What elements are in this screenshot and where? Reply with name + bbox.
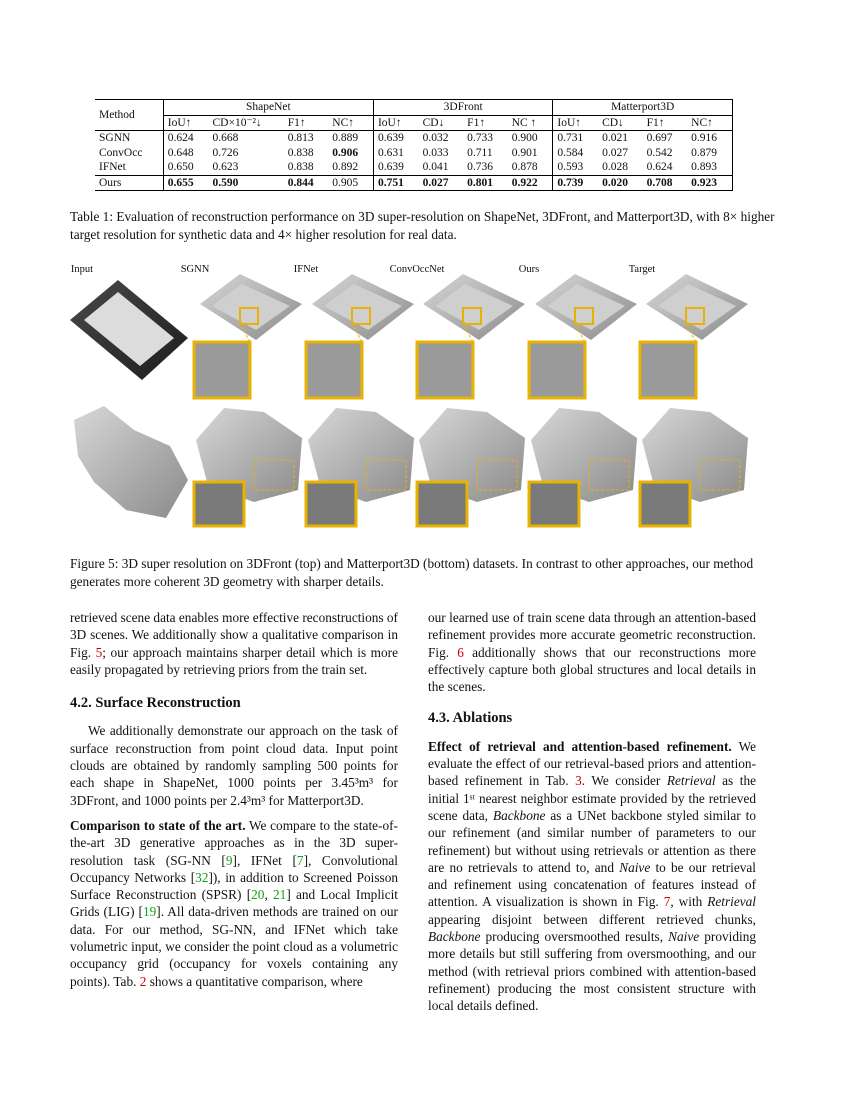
table-cell: 0.624 bbox=[646, 161, 673, 173]
table-cell: 0.889 bbox=[328, 131, 373, 146]
table-cell: 0.711 bbox=[467, 146, 493, 159]
figure-column-label: Ours bbox=[518, 264, 540, 275]
figure-column-label: SGNN bbox=[180, 264, 210, 275]
table-cell: 0.027 bbox=[419, 175, 464, 191]
left-paragraph-1: retrieved scene data enables more effective reconstructions of 3D scenes. We additionally show a qualitative comparison in Fig. 5; our approach maintains sharper detail which is more easily propagated by retrieving priors from the train set. bbox=[70, 610, 399, 677]
zoom-detail bbox=[417, 482, 467, 526]
table-cell: 0.900 bbox=[508, 131, 553, 146]
table-cell: 0.708 bbox=[643, 175, 688, 191]
table-cell: 0.697 bbox=[643, 131, 688, 146]
row-method-name: SGNN bbox=[95, 131, 163, 146]
table-cell: 0.542 bbox=[646, 146, 673, 159]
figure-column-label: Input bbox=[70, 264, 94, 275]
table-cell: 0.733 bbox=[463, 131, 508, 146]
table-cell: 0.639 bbox=[373, 131, 418, 146]
table-row bbox=[95, 131, 733, 146]
table-row bbox=[95, 175, 733, 191]
input-scene-render bbox=[74, 406, 188, 518]
section-heading-4-3: 4.3. Ablations bbox=[428, 710, 513, 727]
table-cell: 0.838 bbox=[287, 161, 314, 173]
fig-ref[interactable]: 6 bbox=[457, 644, 464, 660]
zoom-detail bbox=[529, 482, 579, 526]
fig-ref[interactable]: 5 bbox=[95, 644, 103, 660]
cite-ref[interactable]: 32 bbox=[195, 869, 209, 885]
group-matterport: Matterport3D bbox=[553, 100, 733, 116]
table-cell: 0.893 bbox=[687, 160, 732, 175]
cite-ref[interactable]: 20 bbox=[251, 887, 265, 903]
metric-header: CD↓ bbox=[598, 115, 643, 131]
table-cell: 0.922 bbox=[508, 175, 553, 191]
table-cell: 0.021 bbox=[598, 131, 643, 146]
table-cell: 0.650 bbox=[163, 160, 208, 175]
group-3dfront: 3DFront bbox=[373, 100, 552, 116]
row-method-name: ConvOcc bbox=[99, 146, 143, 159]
cite-ref[interactable]: 21 bbox=[273, 887, 287, 903]
table-cell: 0.027 bbox=[602, 146, 628, 159]
metric-header: IoU↑ bbox=[553, 115, 598, 131]
table-cell: 0.033 bbox=[422, 146, 449, 159]
table-cell: 0.739 bbox=[553, 175, 598, 191]
table-cell: 0.751 bbox=[373, 175, 418, 191]
zoom-detail bbox=[640, 482, 690, 526]
metric-header: IoU↑ bbox=[373, 115, 418, 131]
metric-header: NC↑ bbox=[328, 115, 373, 131]
cite-ref[interactable]: 9 bbox=[225, 852, 233, 868]
results-table bbox=[95, 99, 733, 191]
metric-header: CD×10⁻²↓ bbox=[208, 115, 283, 131]
table-cell: 0.593 bbox=[553, 160, 598, 175]
table-cell: 0.916 bbox=[687, 131, 732, 146]
table-cell: 0.655 bbox=[163, 175, 208, 191]
zoom-detail bbox=[306, 482, 356, 526]
zoom-detail bbox=[640, 342, 696, 398]
table-cell: 0.624 bbox=[163, 131, 208, 146]
cite-ref[interactable]: 7 bbox=[296, 852, 304, 868]
table-cell: 0.892 bbox=[332, 161, 359, 173]
section-heading-4-2: 4.2. Surface Reconstruction bbox=[70, 695, 241, 712]
right-paragraph-1: our learned use of train scene data through an attention-based refinement provides more accurate geometric reconstruction. Fig. 6 additionally shows that our reconstructions more effectively capture both global structures and local details in the scenes. bbox=[428, 610, 756, 695]
table-cell: 0.879 bbox=[687, 146, 732, 161]
table-cell: 0.028 bbox=[602, 161, 628, 173]
figure-column-label: ConvOccNet bbox=[389, 264, 445, 275]
zoom-detail bbox=[306, 342, 362, 398]
zoom-detail bbox=[194, 342, 250, 398]
table-row bbox=[95, 146, 733, 161]
metric-header: NC ↑ bbox=[508, 115, 553, 131]
table-cell: 0.648 bbox=[163, 146, 208, 161]
zoom-detail bbox=[417, 342, 473, 398]
figure-column-label: IFNet bbox=[293, 264, 319, 275]
zoom-detail bbox=[194, 482, 244, 526]
table-cell: 0.844 bbox=[284, 175, 329, 191]
table-cell: 0.623 bbox=[212, 161, 239, 173]
right-column bbox=[428, 609, 756, 1015]
metric-header: CD↓ bbox=[419, 115, 464, 131]
metric-header: NC↑ bbox=[687, 115, 732, 131]
left-paragraph-2: We additionally demonstrate our approach on the task of surface reconstruction from point cloud data. Input point clouds are obtained by randomly sampling 500 points for each shape in ShapeNet, 1000 points per 3.45³m³ for 3DFront, and 1000 points per 2.4³m³ for Matterport3D. bbox=[70, 723, 398, 808]
fig-ref[interactable]: 7 bbox=[663, 894, 671, 910]
right-paragraph-2: Effect of retrieval and attention-based refinement. We evaluate the effect of our retrieval-based priors and attention-based refinement in Tab. 3. We consider Retrieval as the initial 1ˢᵗ nearest neighbor estimate provided by the retrieved scene data, Backbone as a UNet backbone styled similar to our refinement (and similar number of parameters to our refinement) but without using retrievals or attention as there are no retrievals to attend to, and Naive to be our retrieval and refinement using concatenation of features instead of attention. A visualization is shown in Fig. 7, with Retrieval appearing disjoint between different retrieved chunks, Backbone producing oversmoothed results, Naive providing more details but still suffering from oversmoothing, and our method (with retrieval priors combined with attention-based refinement) producing the most consistent structure with local details defined. bbox=[428, 738, 756, 1014]
table-cell: 0.020 bbox=[598, 175, 643, 191]
table-cell: 0.668 bbox=[208, 131, 283, 146]
table-cell: 0.906 bbox=[332, 146, 359, 159]
method-header: Method bbox=[95, 100, 163, 131]
table-cell: 0.901 bbox=[511, 146, 538, 159]
table-row bbox=[95, 160, 733, 175]
metric-header: F1↑ bbox=[643, 115, 688, 131]
metric-header: F1↑ bbox=[284, 115, 329, 131]
table-cell: 0.878 bbox=[511, 161, 538, 173]
table-cell: 0.813 bbox=[284, 131, 329, 146]
table-cell: 0.838 bbox=[287, 146, 314, 159]
figure-column-label: Target bbox=[628, 264, 656, 275]
figure-caption: Figure 5: 3D super resolution on 3DFront (top) and Matterport3D (bottom) datasets. In contrast to other approaches, our method generates more coherent 3D geometry with sharper details. bbox=[70, 556, 754, 589]
table-caption: Table 1: Evaluation of reconstruction performance on 3D super-resolution on ShapeNet, 3DFront, and Matterport3D, with 8× higher target resolution for synthetic data and 4× higher resolution for real data. bbox=[70, 209, 775, 242]
table-cell: 0.584 bbox=[553, 146, 598, 161]
table-cell: 0.726 bbox=[212, 146, 239, 159]
group-shapenet: ShapeNet bbox=[163, 100, 373, 116]
left-paragraph-3: Comparison to state of the art. We compare to the state-of-the-art 3D generative approaches as in the 3D super-resolution task (SG-NN [9], IFNet [7], Convolutional Occupancy Networks [32]), in addition to Screened Poisson Surface Reconstruction (SPSR) [20, 21] and Local Implicit Grids (LIG) [19]. All data-driven methods are trained on our data. For our method, SG-NN, and IFNet which take volumetric input, we consider the point cloud as a volumetric occupancy grid (occupancy for voxels containing any points). Tab. 2 shows a quantitative comparison, where bbox=[70, 817, 399, 989]
table-ref[interactable]: 3 bbox=[575, 773, 582, 789]
zoom-detail bbox=[529, 342, 585, 398]
metric-header: F1↑ bbox=[463, 115, 508, 131]
table-cell: 0.631 bbox=[373, 146, 418, 161]
table-cell: 0.731 bbox=[553, 131, 598, 146]
table-cell: 0.639 bbox=[373, 160, 418, 175]
table-cell: 0.736 bbox=[467, 161, 494, 173]
table-cell: 0.041 bbox=[422, 161, 449, 173]
figure-5-renders bbox=[70, 260, 782, 530]
row-method-name: Ours bbox=[95, 175, 163, 191]
row-method-name: IFNet bbox=[99, 161, 126, 173]
table-cell: 0.590 bbox=[208, 175, 283, 191]
table-cell: 0.032 bbox=[419, 131, 464, 146]
metric-header: IoU↑ bbox=[163, 115, 208, 131]
table-cell: 0.905 bbox=[328, 175, 373, 191]
table-ref[interactable]: 2 bbox=[139, 973, 147, 989]
table-cell: 0.923 bbox=[687, 175, 732, 191]
table-cell: 0.801 bbox=[463, 175, 508, 191]
cite-ref[interactable]: 19 bbox=[142, 904, 157, 920]
left-column bbox=[70, 609, 398, 990]
